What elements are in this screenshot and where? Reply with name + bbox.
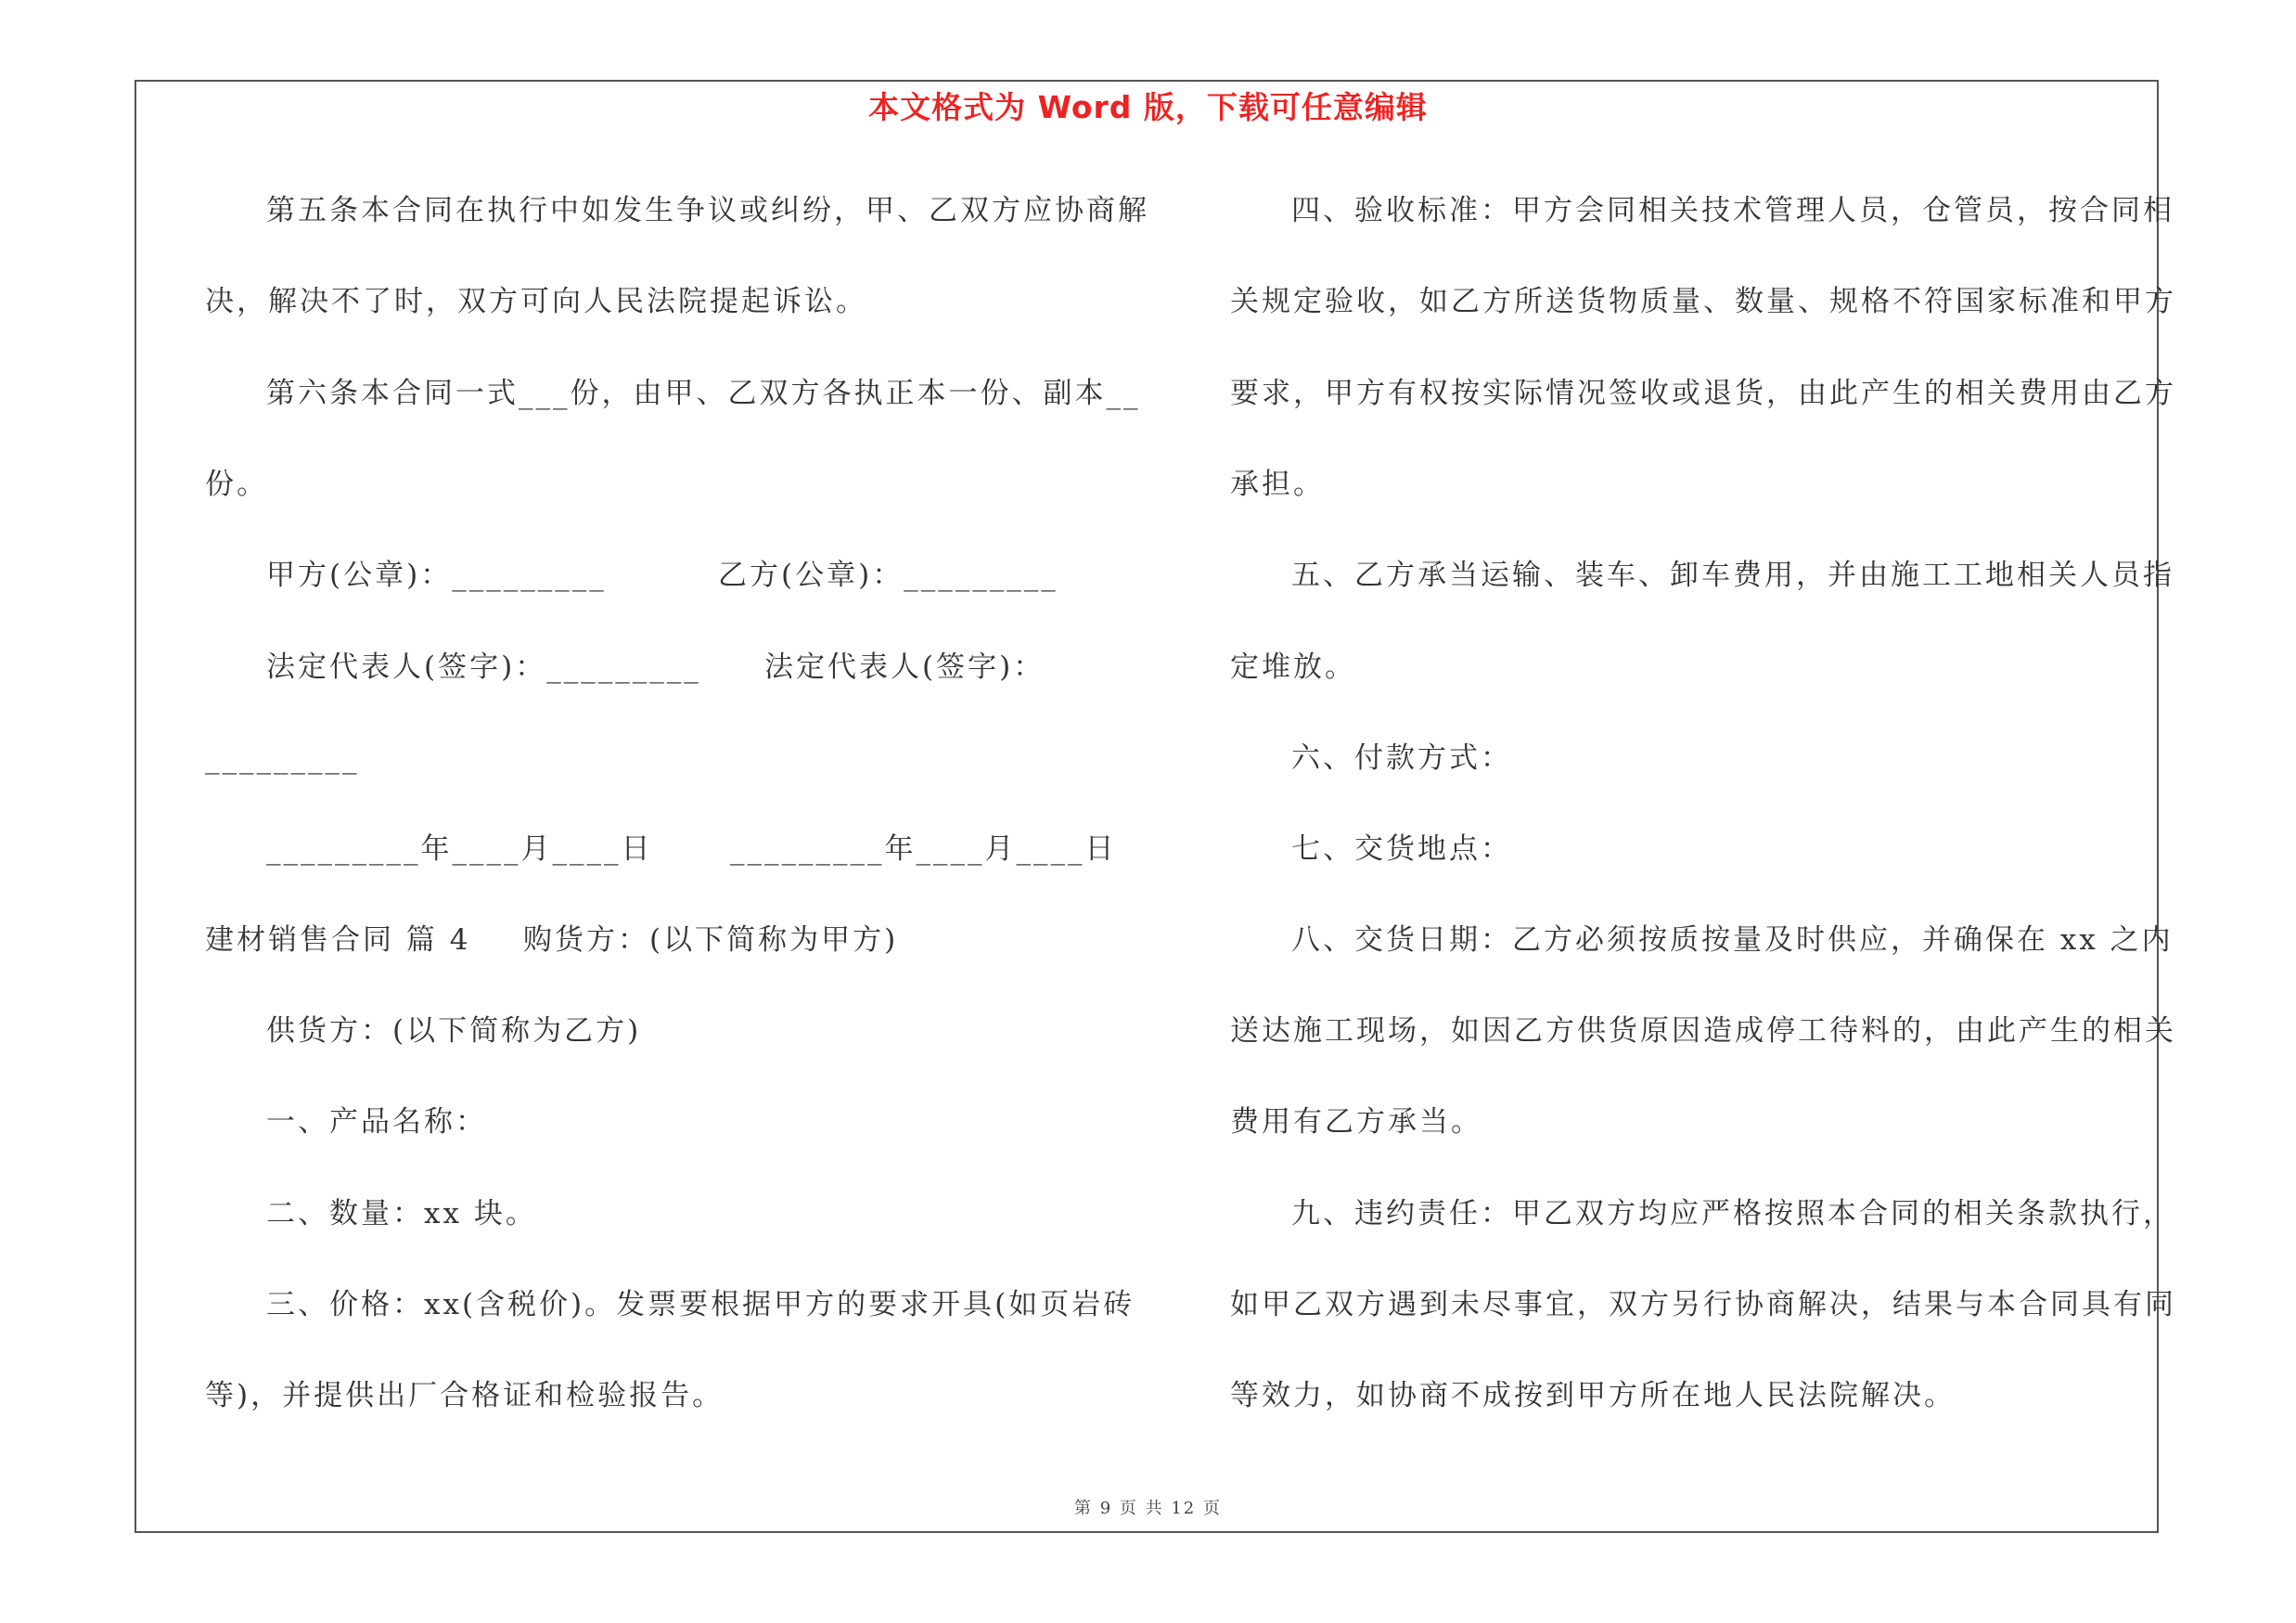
paragraph-line: 如甲乙双方遇到未尽事宜，双方另行协商解决，结果与本合同具有同: [1230, 1288, 2176, 1321]
paragraph-line: 七、交货地点：: [1291, 832, 1512, 866]
paragraph-line: 定堆放。: [1230, 650, 1356, 684]
supplier-line: 供货方：(以下简称为乙方): [266, 1014, 642, 1048]
party-a-date: _________年____月____日: [266, 832, 653, 866]
paragraph-line: 四、验收标准：甲方会同相关技术管理人员，仓管员，按合同相: [1291, 194, 2174, 227]
page-number: 第 9 页 共 12 页: [1074, 1499, 1222, 1518]
paragraph-line: 决，解决不了时，双方可向人民法院提起诉讼。: [205, 285, 867, 318]
paragraph-line: 关规定验收，如乙方所送货物质量、数量、规格不符国家标准和甲方: [1230, 285, 2176, 318]
party-b-date: _________年____月____日: [730, 832, 1117, 866]
paragraph-line: 等效力，如协商不成按到甲方所在地人民法院解决。: [1230, 1379, 1956, 1412]
paragraph-line: 第五条本合同在执行中如发生争议或纠纷，甲、乙双方应协商解: [266, 194, 1149, 227]
paragraph-line: 九、违约责任：甲乙双方均应严格按照本合同的相关条款执行，: [1291, 1197, 2174, 1230]
paragraph-line: 三、价格：xx(含税价)。发票要根据甲方的要求开具(如页岩砖: [266, 1288, 1135, 1321]
party-a-seal: 甲方(公章)：_________: [266, 559, 607, 592]
paragraph-line: 八、交货日期：乙方必须按质按量及时供应，并确保在 xx 之内: [1291, 923, 2174, 957]
party-b-seal: 乙方(公章)：_________: [718, 559, 1058, 592]
paragraph-line: 送达施工现场，如因乙方供货原因造成停工待料的，由此产生的相关: [1230, 1014, 2176, 1048]
party-a-representative: 法定代表人(签字)：_________: [266, 650, 701, 684]
party-b-representative: 法定代表人(签字)：: [764, 650, 1045, 684]
buyer-line: 购货方：(以下简称为甲方): [523, 923, 899, 957]
paragraph-line: 等)，并提供出厂合格证和检验报告。: [205, 1379, 725, 1412]
paragraph-line: 承担。: [1230, 468, 1325, 501]
paragraph-line: 六、付款方式：: [1291, 741, 1512, 775]
paragraph-line: 份。: [205, 468, 268, 501]
paragraph-line: 第六条本合同一式___份，由甲、乙双方各执正本一份、副本__: [266, 377, 1141, 410]
format-banner: 本文格式为 Word 版，下载可任意编辑: [868, 89, 1428, 125]
paragraph-line: 一、产品名称：: [266, 1105, 487, 1139]
paragraph-line: 费用有乙方承当。: [1230, 1105, 1482, 1139]
paragraph-line: 二、数量：xx 块。: [266, 1197, 537, 1230]
paragraph-line: 五、乙方承当运输、装车、卸车费用，并由施工工地相关人员指: [1291, 559, 2174, 592]
paragraph-line: 要求，甲方有权按实际情况签收或退货，由此产生的相关费用由乙方: [1230, 377, 2176, 410]
signature-blank: _________: [205, 741, 360, 775]
contract-heading: 建材销售合同 篇 4: [205, 923, 471, 957]
